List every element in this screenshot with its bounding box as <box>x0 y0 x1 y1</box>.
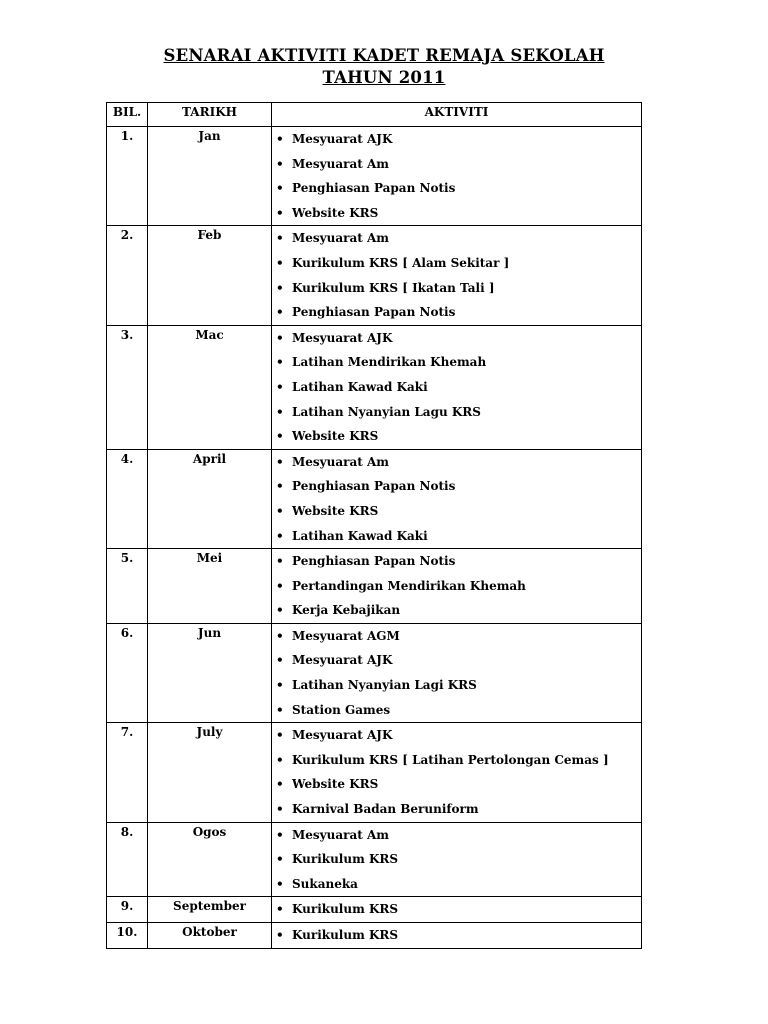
activity-schedule-table <box>106 102 642 949</box>
header-aktiviti: AKTIVITI <box>272 103 642 127</box>
document-subtitle-year: TAHUN 2011 <box>322 68 446 87</box>
bullet-icon: • <box>276 802 284 817</box>
activity-item <box>272 226 641 251</box>
activity-list <box>272 549 641 623</box>
bullet-icon: • <box>276 628 284 643</box>
row-activities <box>272 226 642 325</box>
table-row <box>107 723 642 822</box>
activity-item <box>272 300 641 325</box>
activity-item <box>272 375 641 400</box>
activity-item <box>272 598 641 623</box>
activity-text: Penghiasan Papan Notis <box>292 554 456 569</box>
bullet-icon: • <box>276 479 284 494</box>
activity-list <box>272 923 641 948</box>
table-row <box>107 822 642 897</box>
row-activities <box>272 449 642 548</box>
activity-item <box>272 176 641 201</box>
row-activities <box>272 127 642 226</box>
activity-text: Website KRS <box>292 503 379 518</box>
activity-item <box>272 748 641 773</box>
activity-text: Mesyuarat Am <box>292 156 389 171</box>
row-number: 9. <box>107 897 148 923</box>
activity-item <box>272 847 641 872</box>
activity-text: Penghiasan Papan Notis <box>292 479 456 494</box>
row-number: 7. <box>107 723 148 822</box>
bullet-icon: • <box>276 728 284 743</box>
bullet-icon: • <box>276 528 284 543</box>
activity-item <box>272 350 641 375</box>
activity-item <box>272 698 641 723</box>
activity-item <box>272 424 641 449</box>
row-month: Jun <box>148 623 272 722</box>
activity-text: Latihan Kawad Kaki <box>292 528 428 543</box>
bullet-icon: • <box>276 280 284 295</box>
activity-item <box>272 624 641 649</box>
activity-item <box>272 152 641 177</box>
bullet-icon: • <box>276 777 284 792</box>
bullet-icon: • <box>276 132 284 146</box>
activity-text: Mesyuarat AJK <box>292 132 393 146</box>
row-month: Jan <box>148 127 272 226</box>
activity-text: Karnival Badan Beruniform <box>292 802 479 817</box>
activity-text: Mesyuarat AGM <box>292 628 400 643</box>
bullet-icon: • <box>276 503 284 518</box>
bullet-icon: • <box>276 827 284 842</box>
bullet-icon: • <box>276 702 284 717</box>
row-activities <box>272 923 642 949</box>
bullet-icon: • <box>276 876 284 891</box>
activity-item <box>272 574 641 599</box>
activity-item <box>272 897 641 922</box>
activity-text: Latihan Nyanyian Lagi KRS <box>292 678 477 693</box>
row-month: Feb <box>148 226 272 325</box>
activity-text: Sukaneka <box>292 876 358 891</box>
activity-text: Mesyuarat AJK <box>292 653 393 668</box>
activity-text: Latihan Kawad Kaki <box>292 379 428 394</box>
activity-text: Website KRS <box>292 205 379 220</box>
activity-item <box>272 450 641 475</box>
activity-list <box>272 624 641 722</box>
row-number: 10. <box>107 923 148 949</box>
activity-item <box>272 201 641 226</box>
bullet-icon: • <box>276 379 284 394</box>
bullet-icon: • <box>276 330 284 345</box>
activity-text: Mesyuarat Am <box>292 827 389 842</box>
bullet-icon: • <box>276 454 284 469</box>
activity-text: Latihan Nyanyian Lagu KRS <box>292 404 481 419</box>
bullet-icon: • <box>276 305 284 320</box>
row-activities <box>272 325 642 449</box>
row-month: Mei <box>148 549 272 624</box>
activity-text: Website KRS <box>292 429 379 444</box>
bullet-icon: • <box>276 205 284 220</box>
table-row <box>107 226 642 325</box>
table-row <box>107 449 642 548</box>
activity-text: Mesyuarat Am <box>292 231 389 246</box>
activity-list <box>272 823 641 897</box>
activity-item <box>272 673 641 698</box>
table-row <box>107 549 642 624</box>
row-activities <box>272 822 642 897</box>
table-row <box>107 897 642 923</box>
activity-text: Kurikulum KRS <box>292 902 399 917</box>
bullet-icon: • <box>276 928 284 942</box>
bullet-icon: • <box>276 156 284 171</box>
activity-item <box>272 127 641 152</box>
row-month: September <box>148 897 272 923</box>
bullet-icon: • <box>276 181 284 196</box>
row-month: July <box>148 723 272 822</box>
bullet-icon: • <box>276 404 284 419</box>
activity-item <box>272 648 641 673</box>
activity-text: Mesyuarat AJK <box>292 728 393 743</box>
activity-text: Station Games <box>292 702 391 717</box>
bullet-icon: • <box>276 653 284 668</box>
row-activities <box>272 549 642 624</box>
row-number: 6. <box>107 623 148 722</box>
activity-text: Penghiasan Papan Notis <box>292 305 456 320</box>
row-month: Mac <box>148 325 272 449</box>
activity-item <box>272 326 641 351</box>
bullet-icon: • <box>276 852 284 867</box>
activity-item <box>272 276 641 301</box>
activity-text: Website KRS <box>292 777 379 792</box>
row-number: 3. <box>107 325 148 449</box>
activity-item <box>272 823 641 848</box>
row-number: 4. <box>107 449 148 548</box>
row-month: Oktober <box>148 923 272 949</box>
activity-list <box>272 723 641 821</box>
activity-item <box>272 400 641 425</box>
activity-item <box>272 923 641 948</box>
table-header-row <box>107 103 642 127</box>
table-row <box>107 923 642 949</box>
activity-text: Kurikulum KRS [ Latihan Pertolongan Cemas ] <box>292 752 609 767</box>
bullet-icon: • <box>276 902 284 917</box>
activity-list <box>272 450 641 548</box>
header-bil: BIL. <box>107 103 148 127</box>
row-activities <box>272 723 642 822</box>
activity-text: Mesyuarat Am <box>292 454 389 469</box>
activity-item <box>272 499 641 524</box>
table-body <box>107 127 642 949</box>
row-activities <box>272 623 642 722</box>
activity-text: Kurikulum KRS <box>292 852 399 867</box>
row-month: April <box>148 449 272 548</box>
activity-item <box>272 474 641 499</box>
row-number: 8. <box>107 822 148 897</box>
activity-text: Penghiasan Papan Notis <box>292 181 456 196</box>
table-row <box>107 127 642 226</box>
bullet-icon: • <box>276 752 284 767</box>
bullet-icon: • <box>276 255 284 270</box>
bullet-icon: • <box>276 231 284 246</box>
bullet-icon: • <box>276 429 284 444</box>
activity-text: Kerja Kebajikan <box>292 603 401 618</box>
activity-text: Latihan Mendirikan Khemah <box>292 355 487 370</box>
activity-text: Kurikulum KRS <box>292 928 399 942</box>
bullet-icon: • <box>276 603 284 618</box>
bullet-icon: • <box>276 554 284 569</box>
activity-item <box>272 772 641 797</box>
row-number: 1. <box>107 127 148 226</box>
row-activities <box>272 897 642 923</box>
bullet-icon: • <box>276 355 284 370</box>
table-row <box>107 623 642 722</box>
row-month: Ogos <box>148 822 272 897</box>
activity-list <box>272 127 641 225</box>
activity-item <box>272 723 641 748</box>
activity-item <box>272 872 641 897</box>
bullet-icon: • <box>276 678 284 693</box>
row-number: 5. <box>107 549 148 624</box>
table-row <box>107 325 642 449</box>
activity-text: Kurikulum KRS [ Ikatan Tali ] <box>292 280 495 295</box>
row-number: 2. <box>107 226 148 325</box>
activity-list <box>272 226 641 324</box>
activity-item <box>272 251 641 276</box>
activity-item <box>272 524 641 549</box>
activity-item <box>272 549 641 574</box>
header-tarikh: TARIKH <box>148 103 272 127</box>
bullet-icon: • <box>276 578 284 593</box>
document-title: SENARAI AKTIVITI KADET REMAJA SEKOLAH <box>163 46 605 65</box>
activity-list <box>272 326 641 449</box>
activity-text: Mesyuarat AJK <box>292 330 393 345</box>
activity-text: Kurikulum KRS [ Alam Sekitar ] <box>292 255 510 270</box>
activity-list <box>272 897 641 922</box>
activity-item <box>272 797 641 822</box>
activity-text: Pertandingan Mendirikan Khemah <box>292 578 526 593</box>
